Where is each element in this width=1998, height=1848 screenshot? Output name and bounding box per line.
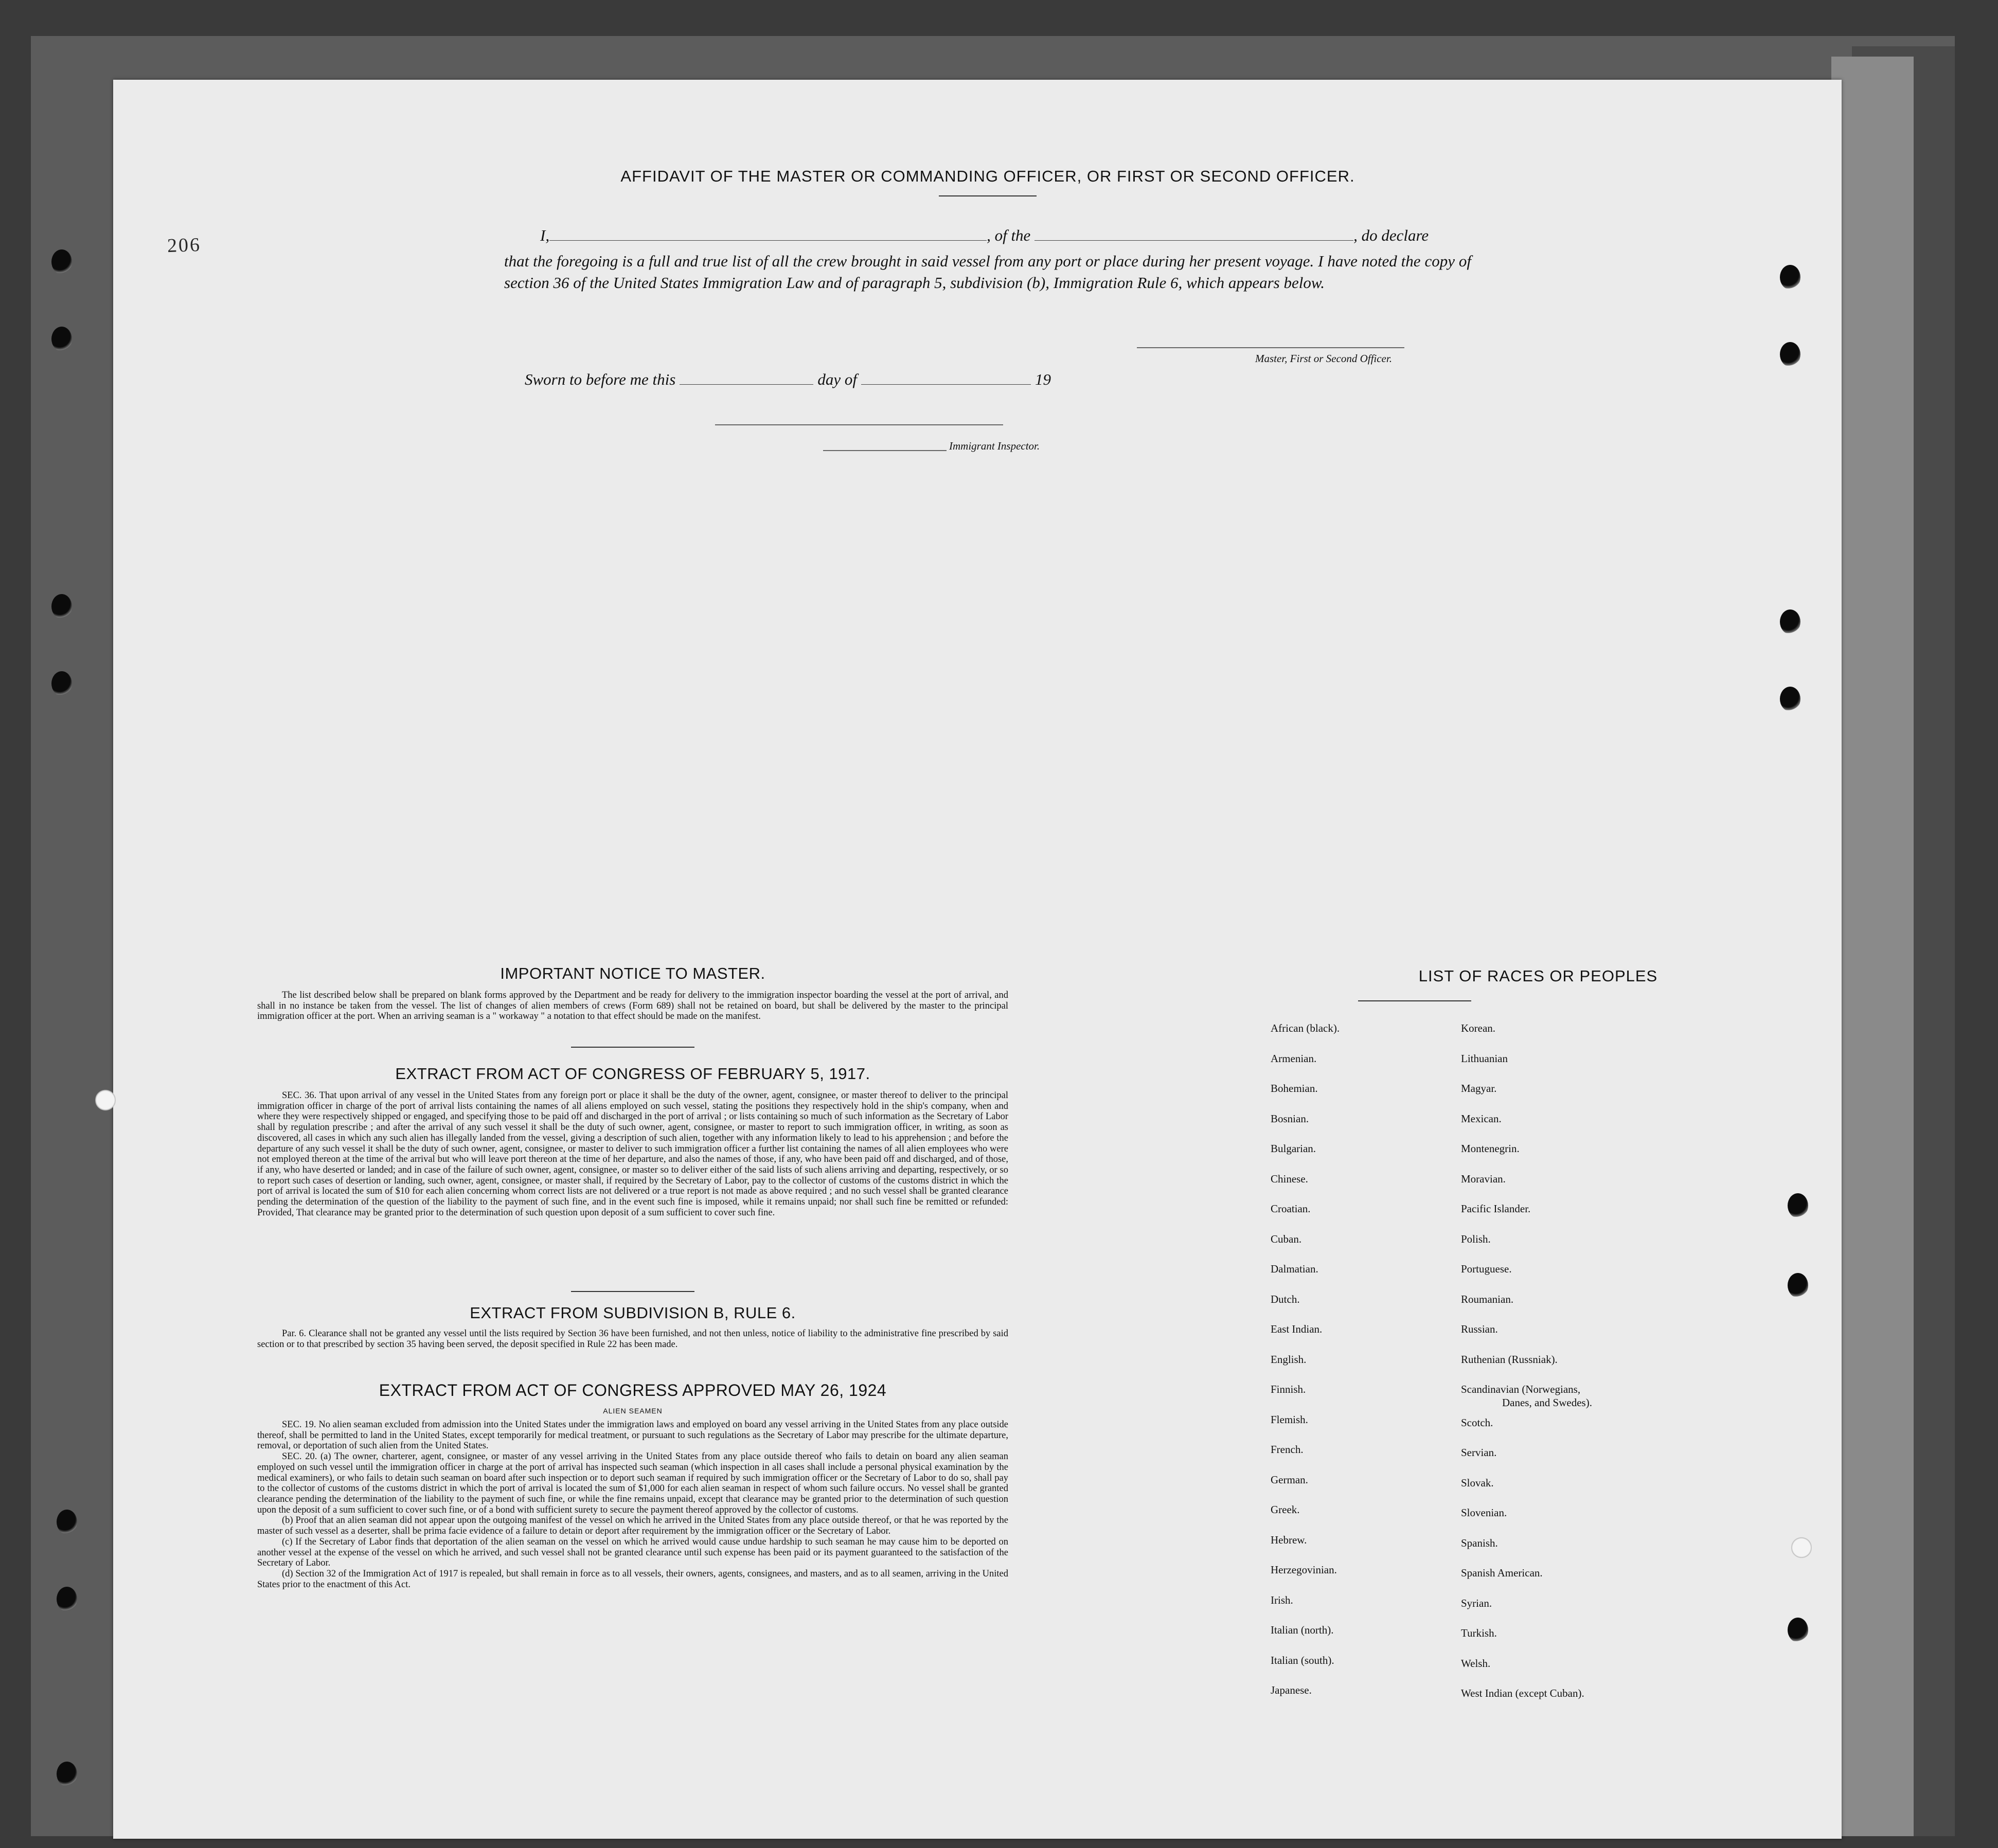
race-entry-left: African (black). [1271,1022,1340,1034]
binder-hole [51,249,72,274]
race-entry-left: Armenian. [1271,1052,1317,1065]
binder-hole [51,671,72,696]
race-entry-left: Dalmatian. [1271,1263,1318,1275]
underlying-sheet [1831,57,1914,1836]
affidavit-do-declare: , do declare [1353,226,1429,244]
races-title: LIST OF RACES OR PEOPLES [1418,967,1658,985]
handwritten-page-number: 206 [167,234,202,257]
race-entry-left: East Indian. [1271,1323,1323,1335]
affidavit-declaration-line [504,226,1595,245]
notice-title: IMPORTANT NOTICE TO MASTER. [500,964,765,982]
sworn-month-blank[interactable] [861,384,1031,385]
race-entry-right: Russian. [1461,1323,1498,1335]
par-6-paragraph: Par. 6. Clearance shall not be granted any vessel until the lists required by Section 36 have been furnished, and not then unless, notice of liability to the administrative fine prescribed by said section or to that prescribed by section 35 having been served, the deposit specified in Rule 22 has been made. [257,1329,1008,1350]
binder-hole [1788,1193,1808,1218]
notice-paragraph: The list described below shall be prepared on blank forms approved by the Department and be ready for delivery to the immigration inspector boarding the vessel at the port of arrival, and shall in no instance be taken from the vessel. The list of changes of alien members of crews (Form 689) shall not be retained on board, but shall be delivered by the master to the principal immigration officer at the port. When an arriving seaman is a " workaway " a notation to that effect should be made on the manifest. [257,990,1008,1022]
sec-19-paragraph: SEC. 19. No alien seaman excluded from admission into the United States under the immigration laws and employed on board any vessel arriving in the United States from any place outside thereof, shall be permitted to land in the United States, except temporarily for medical treatment, or pursuant to such regulations as the Secretary of Labor may prescribe for the ultimate departure, removal, or deportation of such alien from the United States. [257,1420,1008,1451]
vessel-blank[interactable] [1034,240,1353,241]
race-entry-right: Scandinavian (Norwegians, [1461,1383,1581,1395]
binder-hole [1780,687,1800,711]
binder-hole [1780,342,1800,367]
race-entry-right: Moravian. [1461,1172,1506,1185]
binder-hole [1780,609,1800,634]
race-entry-right: Magyar. [1461,1082,1497,1095]
notice-body [257,990,1008,1022]
race-entry-left: Japanese. [1271,1684,1312,1696]
binder-hole [57,1762,77,1786]
race-entry-right: Korean. [1461,1022,1496,1034]
extract-rule6-title: EXTRACT FROM SUBDIVISION B, RULE 6. [470,1304,796,1322]
signature-caption: Master, First or Second Officer. [1255,352,1392,365]
race-entry-right: West Indian (except Cuban). [1461,1687,1584,1699]
section-divider [571,1291,694,1292]
sec-20c-paragraph: (c) If the Secretary of Labor finds that deportation of the alien seaman on the vessel on which he arrived would cause undue hardship to such seaman he may cause him to be deported on another vessel at the expense of the vessel on which he arrived, and such vessel shall not be granted clearance until such expense has been paid or its payment guaranteed to the satisfaction of the Secretary of Labor. [257,1536,1008,1569]
race-entry-left: Bohemian. [1271,1082,1318,1095]
race-entry-right: Spanish American. [1461,1567,1543,1579]
binder-hole [1788,1273,1808,1298]
race-entry-left: French. [1271,1443,1304,1456]
race-entry-left: Chinese. [1271,1172,1308,1185]
extract-1917-body [257,1090,1008,1218]
race-entry-left: Italian (north). [1271,1624,1334,1636]
name-blank[interactable] [549,240,987,241]
race-entry-right: Turkish. [1461,1627,1497,1639]
race-entry-left: English. [1271,1353,1307,1366]
affidavit-i: I, [540,226,550,244]
binder-hole [1780,265,1800,290]
race-entry-right: Ruthenian (Russniak). [1461,1353,1558,1366]
binder-hole [57,1510,77,1534]
race-entry-left: Finnish. [1271,1383,1306,1395]
sworn-day-blank[interactable] [680,384,813,385]
race-entry-right: Portuguese. [1461,1263,1512,1275]
inspector-caption: Immigrant Inspector. [949,440,1040,452]
binder-hole [1791,1535,1812,1560]
extract-rule6-body [257,1329,1008,1350]
race-entry-left: Bulgarian. [1271,1142,1316,1155]
sworn-prefix: Sworn to before me this [525,370,676,388]
race-entry-left: Herzegovinian. [1271,1564,1337,1576]
extract-1924-body [257,1420,1008,1590]
binder-hole [1788,1618,1808,1642]
race-entry-left: Greek. [1271,1503,1300,1516]
alien-seamen-subtitle: ALIEN SEAMEN [603,1407,663,1415]
race-entry-right: Spanish. [1461,1536,1498,1549]
sworn-day-of: day of [817,370,857,388]
sec-20b-paragraph: (b) Proof that an alien seaman did not appear upon the outgoing manifest of the vessel on which he arrived in the United States from any place outside thereof, or that he was reported by the master of such vessel as a deserter, shall be prima facie evidence of a failure to detain or deport after requirement by the immigration officer or the Secretary of Labor. [257,1515,1008,1537]
race-entry-right: Polish. [1461,1232,1491,1245]
race-entry-right: Scotch. [1461,1416,1493,1429]
section-divider [571,1047,694,1048]
race-entry-left: Flemish. [1271,1413,1308,1426]
race-entry-right: Servian. [1461,1446,1497,1459]
title-underline [939,195,1037,196]
race-entry-left: Cuban. [1271,1232,1302,1245]
race-entry-right: Lithuanian [1461,1052,1508,1065]
race-entry-right: Slovenian. [1461,1506,1507,1519]
sec-20d-paragraph: (d) Section 32 of the Immigration Act of 1917 is repealed, but shall remain in force as to all vessels, their owners, agents, consignees, and masters, and as to all seamen, arriving in the United States prior to the enactment of this Act. [257,1569,1008,1590]
binder-hole [51,594,72,619]
sec-20a-paragraph: SEC. 20. (a) The owner, charterer, agent, consignee, or master of any vessel arriving in the United States from any place outside thereof who fails to detain on board any alien seaman employed on such vessel until the immigration officer in charge at the port of arrival has inspected such seaman (which inspection in all cases shall include a personal physical examination by the medical examiners), or who fails to detain such seaman on board after such inspection or to deport such seaman if required by such immigration officer or the Secretary of Labor to do so, shall pay to the collector of customs of the customs district in which the port of arrival is located the sum of $1,000 for each alien seaman in respect of whom such failure occurs. No vessel shall be granted clearance pending the determination of the liability to the payment of such fine, or while the fine remains unpaid, except that clearance may be granted prior to the determination of such question upon the deposit of a sum sufficient to cover such fine, or of a bond with sufficient surety to secure the payment thereof approved by the collector of customs. [257,1451,1008,1515]
race-entry-left: Dutch. [1271,1293,1300,1305]
race-entry-left: German. [1271,1473,1308,1486]
race-entry-right: Welsh. [1461,1657,1491,1670]
affidavit-body: that the foregoing is a full and true list of all the crew brought in said vessel from any port or place during her present voyage. I have noted the copy of section 36 of the United States Immigration Law and of paragraph 5, subdivision (b), Immigration Rule 6, which appears below. [504,252,1471,292]
inspector-line-1[interactable] [715,424,1003,425]
race-entry-left: Irish. [1271,1593,1293,1606]
race-entry-right: Mexican. [1461,1112,1502,1125]
race-entry-right: Syrian. [1461,1596,1492,1609]
sworn-year: 19 [1034,370,1051,388]
races-title-underline [1358,1000,1471,1001]
race-entry-right: Montenegrin. [1461,1142,1520,1155]
binder-hole [57,1587,77,1611]
sworn-line [504,370,1595,389]
race-entry-left: Bosnian. [1271,1112,1309,1125]
binder-hole [51,327,72,351]
extract-1917-title: EXTRACT FROM ACT OF CONGRESS OF FEBRUARY 5, 1917. [395,1065,870,1083]
race-entry-left: Croatian. [1271,1203,1311,1215]
document-page [113,80,1842,1839]
signature-line[interactable] [1137,347,1404,348]
race-entry-right: Pacific Islander. [1461,1203,1531,1215]
sec-36-paragraph: SEC. 36. That upon arrival of any vessel in the United States from any foreign port or place it shall be the duty of the owner, agent, consignee, or master thereof to deliver to the principal immigration officer in charge of the port of arrival lists containing the names of all aliens employed on such vessel, stating the positions they respectively hold in the ship's company, when and where they were respectively shipped or engaged, and specifying those to be paid off and discharged in the port of arrival ; or lists containing so much of such information as the Secretary of Labor shall by regulation prescribe ; and after the arrival of any such vessel it shall be the duty of such owner, agent, consignee, or master to report to such immigration officer, in writing, as soon as discovered, all cases in which any such alien has illegally landed from the vessel, giving a description of such alien, together with any information likely to lead to his apprehension ; and before the departure of any such vessel it shall be the duty of such owner, agent, consignee, or master to deliver to such immigration officer a further list containing the names of all alien employees who were not employed thereon at the time of the arrival but who will leave port thereon at the time of her departure, and also the names of those, if any, who have been paid off and discharged, and of those, if any, who have deserted or landed; and in case of the failure of such owner, agent, consignee, or master so to deliver either of the said lists of such aliens arriving and departing, respectively, or so to report such cases of desertion or landing, such owner, agent, consignee, or master shall, if required by the Secretary of Labor, pay to the collector of customs of the customs district in which the port of arrival is located the sum of $10 for each alien concerning whom correct lists are not delivered or a true report is not made as above required ; and no such vessel shall be granted clearance pending the determination of the question of the liability to the payment of such fine, and in the event such fine is imposed, while it remains unpaid; nor shall such fine be remitted or refunded: Provided, That clearance may be granted prior to the determination of such question upon deposit of a sum sufficient to cover such fine. [257,1090,1008,1218]
race-entry-left: Italian (south). [1271,1654,1334,1666]
affidavit-of-the: , of the [987,226,1031,244]
affidavit-title: AFFIDAVIT OF THE MASTER OR COMMANDING OFFICER, OR FIRST OR SECOND OFFICER. [620,167,1355,185]
race-entry-right-continuation: Danes, and Swedes). [1502,1396,1592,1409]
race-entry-right: Roumanian. [1461,1293,1514,1305]
binder-hole [95,1088,116,1113]
race-entry-right: Slovak. [1461,1476,1494,1489]
inspector-line-2[interactable] [823,450,947,451]
extract-1924-title: EXTRACT FROM ACT OF CONGRESS APPROVED MAY 26, 1924 [379,1381,887,1400]
race-entry-left: Hebrew. [1271,1533,1307,1546]
